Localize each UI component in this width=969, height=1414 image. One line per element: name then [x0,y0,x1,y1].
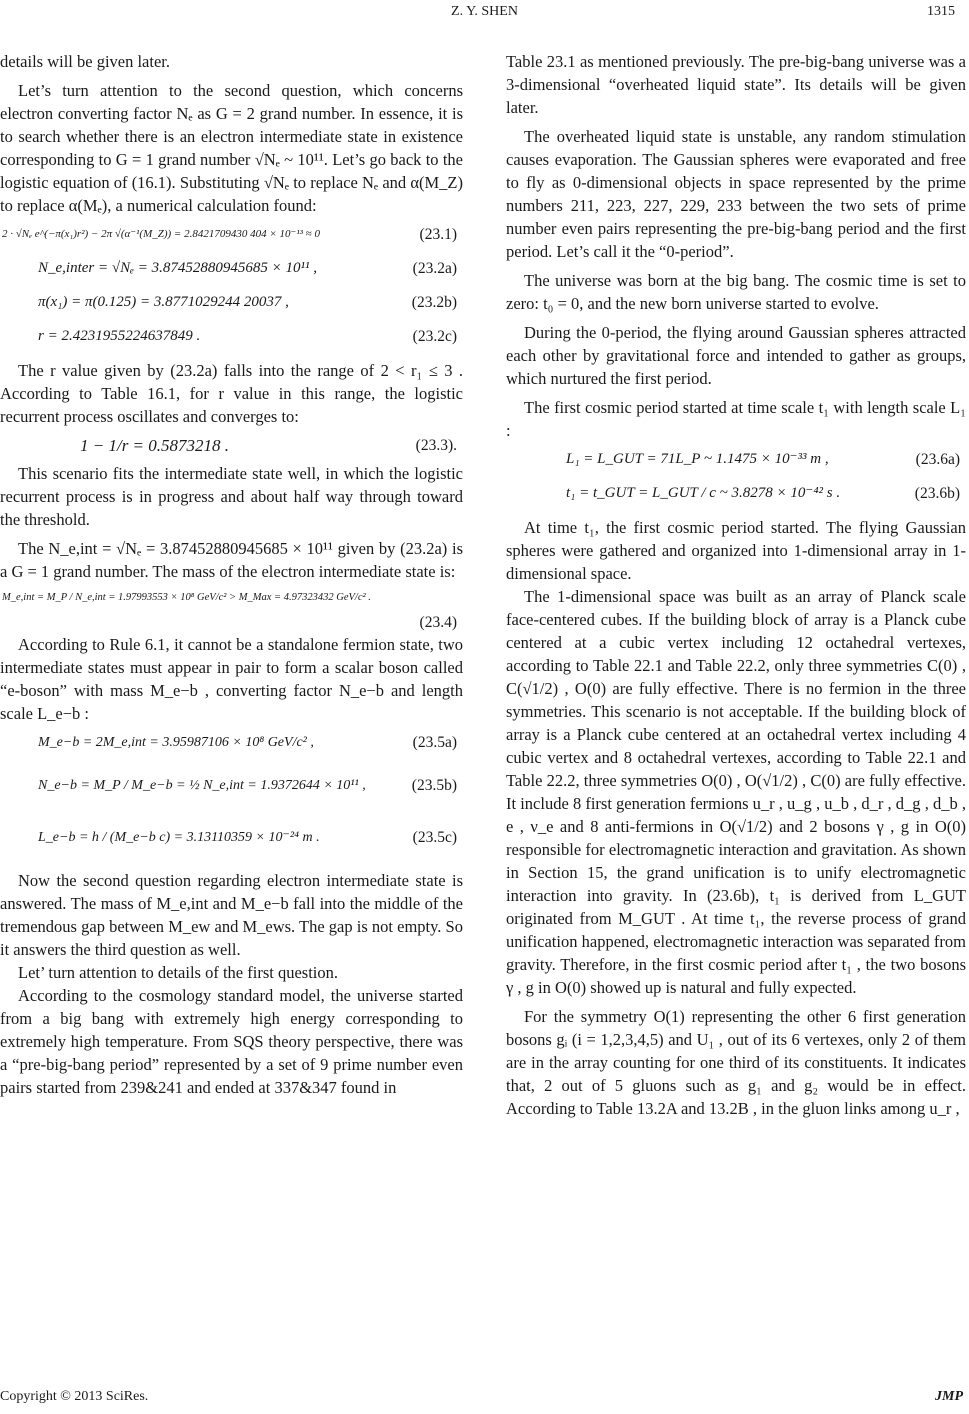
paragraph: The universe was born at the big bang. The cosmic time is set to zero: t₀ = 0, and the new born universe started to evolve. [506,271,966,313]
running-author: Z. Y. SHEN [451,4,518,19]
equation-expression: π(x₁) = π(0.125) = 3.8771029244 20037 , [38,293,289,310]
equation-23-2a [0,251,463,285]
paragraph: The N_e,int = √Nₑ = 3.87452880945685 × 10¹¹ given by (23.2a) is a G = 1 grand number. The mass of the electron intermediate state is: [0,539,463,581]
left-column [0,50,463,1099]
equation-number: (23.4) [419,614,457,631]
paragraph: This scenario fits the intermediate state well, in which the logistic recurrent process is in progress and about half way through toward the threshold. [0,464,463,529]
paragraph: Table 23.1 as mentioned previously. The pre-big-bang universe was a 3-dimensional “overheated liquid state”. Its details will be given later. [506,52,966,117]
right-column [506,50,966,1120]
paragraph: details will be given later. [0,52,170,71]
equation-number: (23.6b) [914,484,960,502]
equation-expression: L₁ = L_GUT = 71L_P ~ 1.1475 × 10⁻³³ m , [566,450,829,467]
equation-number: (23.3). [415,436,457,454]
equation-expression: M_e−b = 2M_e,int = 3.95987106 × 10⁸ GeV/c² , [38,734,314,750]
paragraph: According to the cosmology standard model, the universe started from a big bang with extremely high energy corresponding to extremely high temperature. From SQS theory perspective, there was a “pre-big-bang period” represented by a set of 9 prime number even pairs started from 239&241 and ended at 337&347 found in [0,986,463,1097]
equation-number: (23.6a) [915,450,960,468]
paragraph: Let’ turn attention to details of the first question. [18,963,338,982]
equation-expression: t₁ = t_GUT = L_GUT / c ~ 3.8278 × 10⁻⁴² s . [566,484,841,501]
equation-expression: 2 · √Nₑ e^(−π(x₁)r²) − 2π √(α⁻¹(M_Z)) = 2.8421709430 404 × 10⁻¹³ ≈ 0 [2,227,320,240]
equation-expression: r = 2.4231955224637849 . [38,327,201,344]
paragraph: For the symmetry O(1) representing the other 6 first generation bosons gᵢ (i = 1,2,3,4,5) and U₁ , out of its 6 vertexes, only 2 of them are in the array counting for one third of its constituents. It indicates that, 2 out of 5 gluons such as g₁ and g₂ would be in effect. According to Table 13.2A and 13.2B , in the gluon links among u_r , [506,1007,966,1118]
page-number: 1315 [927,4,955,19]
equation-number: (23.2c) [412,327,457,345]
paragraph: The 1-dimensional space was built as an array of Planck scale face-centered cubes. If the building block of array is a Planck cube centered at a cubic vertex including 12 octahedral vertexes, according to Table 22.1 and Table 22.2, only three symmetries C(0) , C(√1/2) , O(0) are fully effective. There is no fermion in the three symmetries. This scenario is not acceptable. If the building block of array is a Planck cube centered at an octahedral vertex including 4 cubic vertex and 8 octahedral vertexes, according to Table 22.1 and Table 22.2, three symmetries O(0) , O(√1/2) , C(0) are fully effective. It include 8 first generation fermions u_r , u_g , u_b , d_r , d_g , d_b , e , ν_e and 8 anti-fermions in O(√1/2) and 2 bosons γ , g in O(0) responsible for electromagnetic interaction and gravitation. As shown in Section 15, the grand unification is to unify electromagnetic interaction into gravity. In (23.6b), t₁ is derived from L_GUT originated from M_GUT . At time t₁, the reverse process of grand unification happened, electromagnetic interaction was separated from gravity. Therefore, in the first cosmic period after t₁ , the two bosons γ , g in O(0) showed up is natural and fully expected. [506,587,966,997]
paragraph: Now the second question regarding electron intermediate state is answered. The mass of M_e,int and M_e−b fall into the middle of the tremendous gap between M_ew and M_ews. The gap is not empty. So it answers the third question as well. [0,871,463,959]
equation-23-6b [506,476,966,510]
equation-number: (23.5b) [411,776,457,794]
equation-23-5a [0,725,463,759]
paragraph: The first cosmic period started at time scale t₁ with length scale L₁ : [506,398,966,440]
equation-number: (23.2b) [411,293,457,311]
equation-expression: M_e,int = M_P / N_e,int = 1.97993553 × 10⁸ GeV/c² > M_Max = 4.97323432 GeV/c² . [2,591,371,603]
page-footer [0,1389,969,1409]
equation-number: (23.5a) [412,733,457,751]
paragraph: The overheated liquid state is unstable, any random stimulation causes evaporation. The Gaussian spheres were evaporated and free to fly as 0-dimensional objects in space represented by the prime numbers 211, 223, 227, 229, 233 between the two sets of prime number even pairs representing the pre-big-bang period and the first period. Let’s call it the “0-period”. [506,127,966,261]
equation-23-3 [0,428,463,462]
equation-number: (23.1) [419,225,457,243]
equation-number: (23.5c) [412,828,457,846]
paragraph: During the 0-period, the flying around Gaussian spheres attracted each other by gravitational force and intended to gather as groups, which nurtured the first period. [506,323,966,388]
paragraph: Let’s turn attention to the second question, which concerns electron converting factor Nₑ as G = 2 grand number. In essence, it is to search whether there is an electron intermediate state in existence corresponding to G = 1 grand number √Nₑ ~ 10¹¹. Let’s go back to the logistic equation of (16.1). Substituting √Nₑ to replace Nₑ and α(M_Z) to replace α(Mₑ), a numerical calculation found: [0,81,463,215]
equation-expression: N_e−b = M_P / M_e−b = ½ N_e,int = 1.9372644 × 10¹¹ , [38,777,366,793]
page-header [0,4,969,26]
equation-23-6a [506,442,966,476]
equation-expression: 1 − 1/r = 0.5873218 . [80,435,230,455]
paragraph: At time t₁, the first cosmic period started. The flying Gaussian spheres were gathered and organized into 1-dimensional array in 1-dimensional space. [506,518,966,583]
paragraph: The r value given by (23.2a) falls into the range of 2 < r₁ ≤ 3 . According to Table 16.1, for r value in this range, the logistic recurrent process oscillates and converges to: [0,361,463,426]
paragraph: According to Rule 6.1, it cannot be a standalone fermion state, two intermediate states must appear in pair to form a scalar boson called “e-boson” with mass M_e−b , converting factor N_e−b and length scale L_e−b : [0,635,463,723]
equation-23-4 [0,583,463,611]
journal-abbreviation: JMP [935,1389,963,1404]
equation-23-2c [0,319,463,353]
equation-23-1 [0,217,463,251]
equation-number: (23.2a) [412,259,457,277]
equation-expression: L_e−b = h / (M_e−b c) = 3.13110359 × 10⁻²⁴ m . [38,829,320,845]
equation-expression: N_e,inter = √Nₑ = 3.87452880945685 × 10¹¹ , [38,259,318,276]
equation-23-2b [0,285,463,319]
equation-23-5b [0,759,463,811]
copyright-notice: Copyright © 2013 SciRes. [0,1389,149,1404]
equation-23-5c [0,811,463,863]
